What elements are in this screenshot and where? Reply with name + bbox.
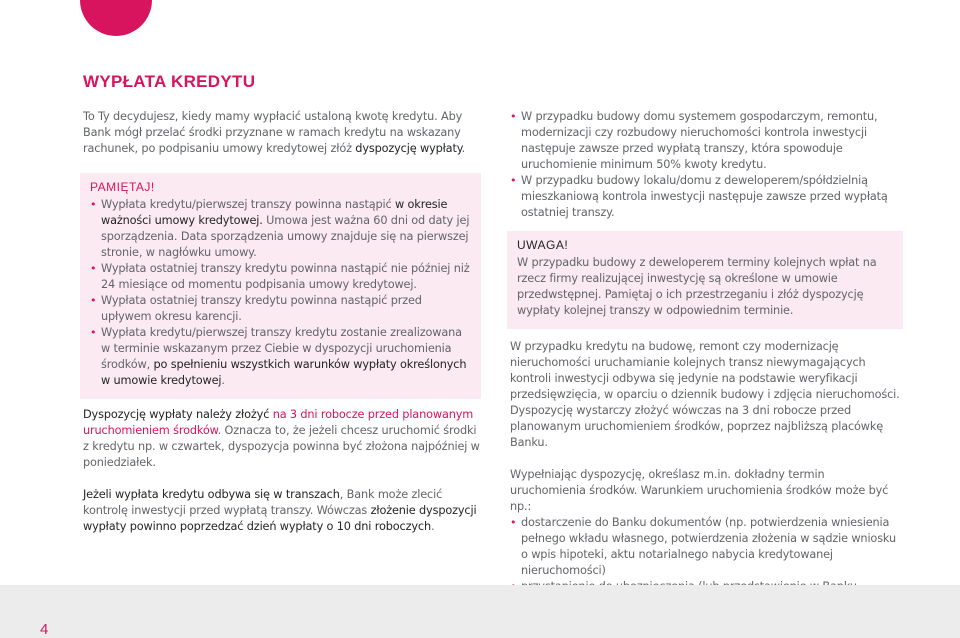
right-column: [510, 109, 903, 638]
page-title: WYPŁATA KREDYTU: [83, 72, 256, 91]
list-item: • W przypadku budowy lokalu/domu z deweloperem/spółdzielnią mieszkaniową kontrola inwestycji następuje zawsze przed wypłatą ostatniej transzy.: [510, 173, 903, 221]
page-number: 4: [40, 621, 49, 638]
list-item: • Wypłata ostatniej transzy kredytu powinna nastąpić przed upływem okresu karencji.: [90, 293, 471, 325]
warning-text: W przypadku budowy z deweloperem terminy kolejnych wpłat na rzecz firmy realizującej inwestycję są określone w umowie przedwstępnej. Pamiętaj o ich przestrzeganiu i złóż dyspozycję wypłaty kolejnej transzy w odpowiednim terminie.: [517, 256, 877, 317]
construction-paragraph: W przypadku kredytu na budowę, remont czy modernizację nieruchomości uruchamianie kolejnych transz niewymagających kontroli inwestycji odbywa się jedynie na podstawie weryfikacji przedsięwzięcia, w oparciu o dziennik budowy i zdjęcia nieruchomości. Dyspozycję wystarczy złożyć wówczas na 3 dni robocze przed planowanym uruchomieniem środków, poprzez najbliższą placówkę Banku.: [510, 340, 900, 449]
list-item: • Wypłata kredytu/pierwszej transzy kredytu zostanie zrealizowana w terminie wskazanym przez Ciebie w dyspozycji uruchomienia środków, po spełnieniu wszystkich warunków wypłaty określonych w umowie kredytowej.: [90, 325, 471, 389]
control-bullets: [510, 109, 903, 221]
brand-circle-logo: [80, 0, 152, 36]
payout-deadline-paragraph: Dyspozycję wypłaty należy złożyć na 3 dni robocze przed planowanym uruchomieniem środków. Oznacza to, że jeżeli chcesz uruchomić środki z kredytu np. w czwartek, dyspozycja powinna być złożona najpóźniej w poniedziałek.: [83, 408, 480, 469]
remember-list: [90, 197, 471, 389]
tranches-paragraph: Jeżeli wypłata kredytu odbywa się w transzach, Bank może zlecić kontrolę inwestycji przed wypłatą transzy. Wówczas złożenie dyspozycji wypłaty powinno poprzedzać dzień wypłaty o 10 dni roboczych.: [83, 488, 477, 533]
list-item: • Wypłata ostatniej transzy kredytu powinna nastąpić nie później niż 24 miesiące od momentu podpisania umowy kredytowej.: [90, 261, 471, 293]
remember-heading: PAMIĘTAJ!: [90, 180, 155, 194]
list-item: • dostarczenie do Banku dokumentów (np. potwierdzenia wniesienia pełnego wkładu własnego, potwierdzenia złożenia w sądzie wniosku o wpis hipoteki, aktu notarialnego nabycia kredytowanej nieruchomości): [510, 515, 903, 579]
left-column: [83, 109, 481, 551]
intro-paragraph: To Ty decydujesz, kiedy mamy wypłacić ustaloną kwotę kredytu. Aby Bank mógł przelać środki przyznane w ramach kredytu na wskazany rachunek, po podpisaniu umowy kredytowej złóż dyspozycję wypłaty.: [83, 110, 466, 155]
remember-box: [80, 173, 481, 399]
footer-band: [0, 585, 960, 638]
conditions-paragraph: Wypełniając dyspozycję, określasz m.in. dokładny termin uruchomienia środków. Warunkiem uruchomienia środków może być np.:: [510, 468, 889, 513]
warning-heading: UWAGA!: [517, 238, 569, 252]
list-item: • Wypłata kredytu/pierwszej transzy powinna nastąpić w okresie ważności umowy kredytowej. Umowa jest ważna 60 dni od daty jej sporządzenia. Data sporządzenia umowy znajduje się na pierwszej stronie, w nagłówku umowy.: [90, 197, 471, 261]
list-item: • W przypadku budowy domu systemem gospodarczym, remontu, modernizacji czy rozbudowy nieruchomości kontrola inwestycji następuje zawsze przed wypłatą transzy, która spowoduje uruchomienie minimum 50% kwoty kredytu.: [510, 109, 903, 173]
warning-box: [507, 231, 903, 329]
